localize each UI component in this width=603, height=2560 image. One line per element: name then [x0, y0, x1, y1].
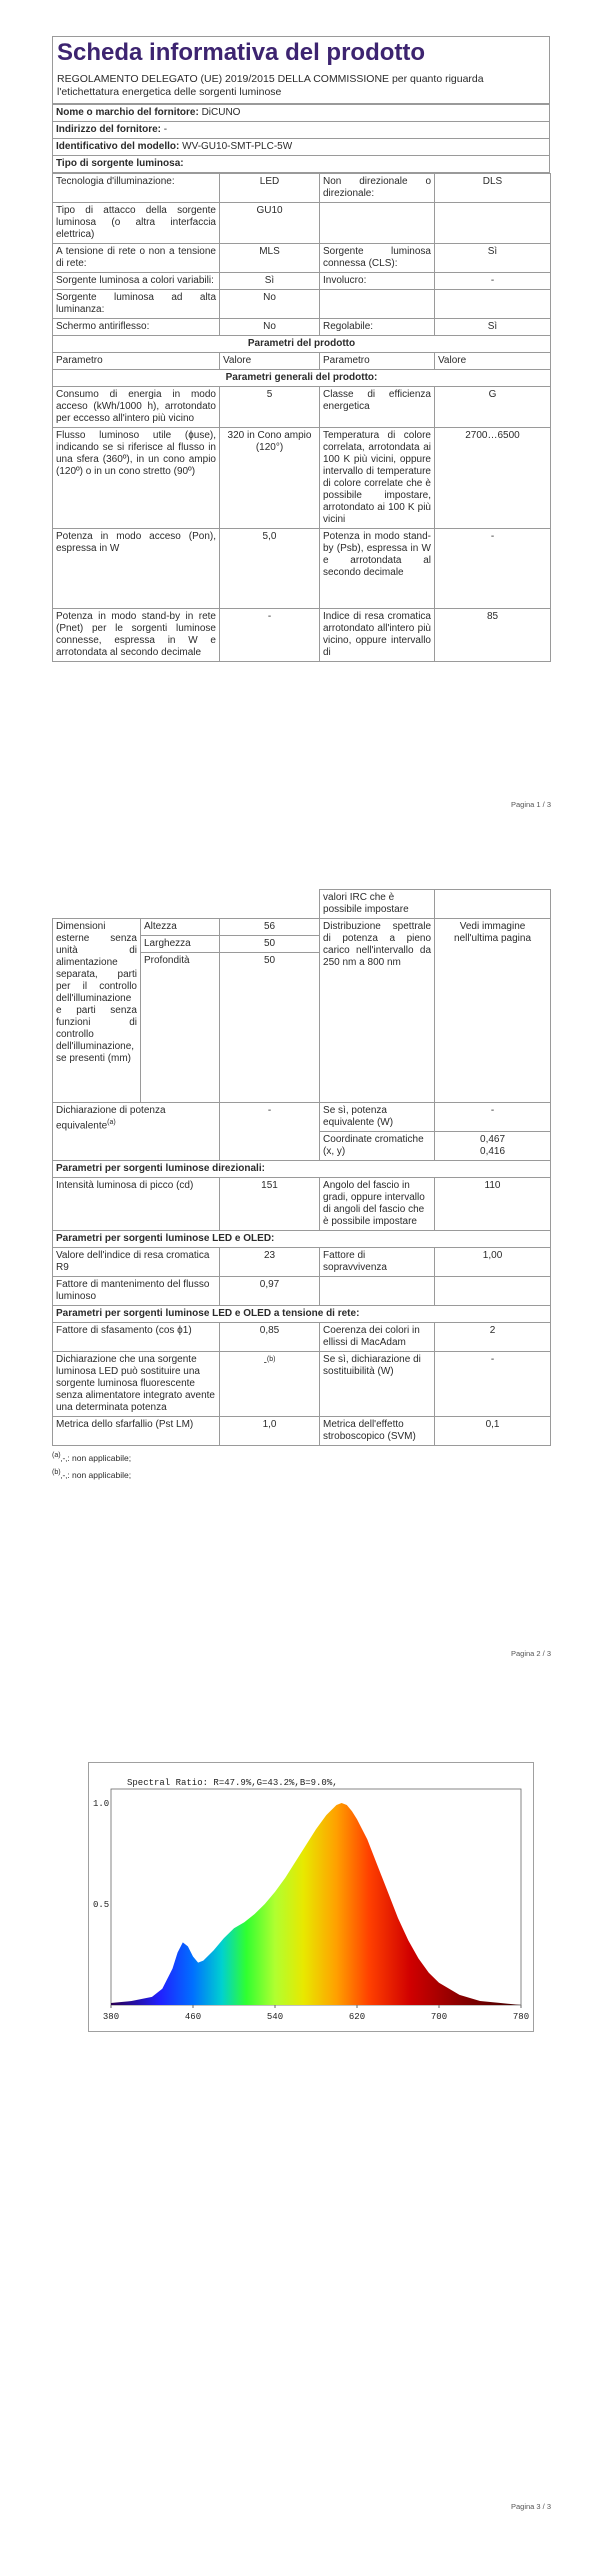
source_rows-param-label: Tipo di attacco della sorgente luminosa (o altra interfaccia elettrica): [53, 203, 220, 244]
page-1: [0, 0, 603, 853]
page-2-content: [52, 889, 550, 1482]
footnote-b: [52, 1465, 550, 1482]
col-header-value-1: Valore: [220, 353, 320, 370]
model-label: Identificativo del modello:: [56, 141, 180, 152]
supplier-row: [53, 105, 550, 122]
source_rows-param-value: GU10: [220, 203, 320, 244]
survival-label: Fattore di sopravvivenza: [320, 1248, 435, 1277]
x-tick-label: 540: [266, 2012, 284, 2022]
maintenance-label: Fattore di mantenimento del flusso luminoso: [53, 1277, 220, 1306]
source_rows-param-label: Non direzionale o direzionale:: [320, 174, 435, 203]
y-tick-label: 0.5: [93, 1900, 110, 1910]
dim-depth-label: Profondità: [141, 953, 220, 1103]
footnote-b-marker: (b): [266, 1356, 276, 1363]
source_rows-row: [53, 244, 551, 273]
footnote-a-mark: (a): [52, 1451, 61, 1459]
replace-w-value: -: [435, 1352, 551, 1417]
equivalent-w-label: Se sì, potenza equivalente (W): [320, 1103, 435, 1132]
page-number-1: Pagina 1 / 3: [510, 800, 551, 809]
x-tick-label: 380: [102, 2012, 120, 2022]
footnote-a-marker: (a): [107, 1119, 116, 1126]
source_rows-param-value: Sì: [435, 244, 551, 273]
model-row: [53, 139, 550, 156]
page-2: [0, 853, 603, 1706]
page-1-content: [52, 36, 550, 662]
general_rows_p1-param-label: Classe di efficienza energetica: [320, 387, 435, 428]
maintenance-value: 0,97: [220, 1277, 320, 1306]
chroma-label: Coordinate cromatiche (x, y): [320, 1132, 435, 1161]
source_rows-param-value: LED: [220, 174, 320, 203]
column-header-row: [53, 353, 551, 370]
replace-value-cell: [220, 1352, 320, 1417]
dimensions-label: Dimensioni esterne senza unità di alimentazione separata, parti per il controllo dell'illuminazione e parti senza funzioni di controllo dell'illuminazione, se presenti (mm): [53, 919, 141, 1103]
flicker-label: Metrica dello sfarfallio (Pst LM): [53, 1417, 220, 1446]
model-value: WV-GU10-SMT-PLC-5W: [182, 141, 293, 152]
page-number-2: Pagina 2 / 3: [510, 1649, 551, 1658]
params-heading: Parametri del prodotto: [53, 336, 551, 353]
supplier-value: DiCUNO: [201, 107, 241, 118]
survival-value: 1,00: [435, 1248, 551, 1277]
source_rows-param-value: [435, 290, 551, 319]
source_rows-param-label: Tecnologia d'illuminazione:: [53, 174, 220, 203]
r9-value: 23: [220, 1248, 320, 1277]
peak-intensity-value: 151: [220, 1178, 320, 1231]
general_rows_p1-row: [53, 428, 551, 529]
directional-heading: Parametri per sorgenti luminose direzionali:: [53, 1161, 551, 1178]
supplier-label: Nome o marchio del fornitore:: [56, 107, 199, 118]
source_rows-param-value: -: [435, 273, 551, 290]
peak-intensity-label: Intensità luminosa di picco (cd): [53, 1178, 220, 1231]
document-title: Scheda informativa del prodotto: [57, 39, 426, 66]
general_rows_p1-row: [53, 387, 551, 428]
dim-height-label: Altezza: [141, 919, 220, 936]
mains-heading: Parametri per sorgenti luminose LED e OLED a tensione di rete:: [53, 1306, 551, 1323]
led-heading: Parametri per sorgenti luminose LED e OLED:: [53, 1231, 551, 1248]
source_rows-param-label: Sorgente luminosa connessa (CLS):: [320, 244, 435, 273]
general_rows_p1-param-label: Potenza in modo stand-by in rete (Pnet) per le sorgenti luminose connesse, espressa in W e arrotondata al secondo decimale: [53, 609, 220, 662]
source_rows-param-label: Regolabile:: [320, 319, 435, 336]
strobo-value: 0,1: [435, 1417, 551, 1446]
source_rows-param-label: Schermo antiriflesso:: [53, 319, 220, 336]
source_rows-param-value: No: [220, 319, 320, 336]
spectral-value: Vedi immagine nell'ultima pagina: [435, 919, 551, 1103]
general-heading: Parametri generali del prodotto:: [53, 370, 551, 387]
flicker-value: 1,0: [220, 1417, 320, 1446]
dim-width-value: 50: [220, 936, 320, 953]
source-type-heading: Tipo di sorgente luminosa:: [53, 156, 550, 173]
regulation-subtitle: REGOLAMENTO DELEGATO (UE) 2019/2015 DELLA COMMISSIONE per quanto riguarda l'etichettatura energetica delle sorgenti luminose: [57, 73, 484, 98]
address-value: -: [163, 124, 168, 135]
strobo-label: Metrica dell'effetto stroboscopico (SVM): [320, 1417, 435, 1446]
params-table-continued: [52, 889, 551, 1446]
spectral-label: Distribuzione spettrale di potenza a pieno carico nell'intervallo da 250 nm a 800 nm: [320, 919, 435, 1103]
general_rows_p1-param-label: Potenza in modo acceso (Pon), espressa in W: [53, 529, 220, 609]
beam-angle-label: Angolo del fascio in gradi, oppure intervallo di angoli del fascio che è possibile impostare: [320, 1178, 435, 1231]
general_rows_p1-param-label: Potenza in modo stand-by (Psb), espressa in W e arrotondata al secondo decimale: [320, 529, 435, 609]
general_rows_p1-param-value: 2700…6500: [435, 428, 551, 529]
source_rows-param-value: No: [220, 290, 320, 319]
chroma-y: 0,416: [480, 1146, 506, 1157]
source_rows-row: [53, 273, 551, 290]
source_rows-param-label: Sorgente luminosa ad alta luminanza:: [53, 290, 220, 319]
general_rows_p1-param-value: 5: [220, 387, 320, 428]
equivalent-power-value: -: [220, 1103, 320, 1161]
replace-label: Dichiarazione che una sorgente luminosa LED può sostituire una sorgente luminosa fluorescente senza alimentatore integrato avente una determinata potenza: [53, 1352, 220, 1417]
spectrum-curve: [111, 1803, 521, 2005]
general_rows_p1-param-value: 5,0: [220, 529, 320, 609]
replace-w-label: Se sì, dichiarazione di sostituibilità (W): [320, 1352, 435, 1417]
macadam-label: Coerenza dei colori in ellissi di MacAdam: [320, 1323, 435, 1352]
page-number-3: Pagina 3 / 3: [510, 2502, 551, 2511]
footnote-b-text: ‚-‚: non applicabile;: [60, 1469, 132, 1480]
phase-value: 0,85: [220, 1323, 320, 1352]
source_rows-row: [53, 203, 551, 244]
footnote-b-mark: (b): [52, 1467, 61, 1476]
source_rows-param-value: Sì: [435, 319, 551, 336]
equivalent-power-label: [53, 1103, 220, 1161]
source_rows-row: [53, 319, 551, 336]
spectrum-svg: [89, 1763, 533, 2031]
source-table: [52, 173, 551, 662]
address-row: [53, 122, 550, 139]
general_rows_p1-param-value: -: [435, 529, 551, 609]
general_rows_p1-row: [53, 529, 551, 609]
chroma-x: 0,467: [480, 1134, 506, 1145]
footnote-a: [52, 1448, 550, 1465]
general_rows_p1-param-label: Temperatura di colore correlata, arrotondata ai 100 K più vicini, oppure intervallo di temperature di colore correlate che è possibile impostare, arrotondato ai 100 K più vicini: [320, 428, 435, 529]
source_rows-param-label: A tensione di rete o non a tensione di rete:: [53, 244, 220, 273]
general_rows_p1-param-label: Consumo di energia in modo acceso (kWh/1000 h), arrotondato per eccesso all'intero più vicino: [53, 387, 220, 428]
general_rows_p1-param-value: 85: [435, 609, 551, 662]
source_rows-param-label: [320, 203, 435, 244]
spectrum-area: [111, 1803, 521, 2005]
chroma-value: [435, 1132, 551, 1161]
dim-depth-value: 50: [220, 953, 320, 1103]
source_rows-param-value: Sì: [220, 273, 320, 290]
source_rows-param-label: Involucro:: [320, 273, 435, 290]
source_rows-param-value: [435, 203, 551, 244]
equivalent-w-value: -: [435, 1103, 551, 1132]
spectrum-chart: [88, 1762, 534, 2032]
col-header-value-2: Valore: [435, 353, 551, 370]
x-tick-label: 460: [184, 2012, 202, 2022]
source_rows-param-label: Sorgente luminosa a colori variabili:: [53, 273, 220, 290]
phase-label: Fattore di sfasamento (cos ϕ1): [53, 1323, 220, 1352]
col-header-param-2: Parametro: [320, 353, 435, 370]
source_rows-param-label: [320, 290, 435, 319]
source_rows-param-value: MLS: [220, 244, 320, 273]
general_rows_p1-param-value: 320 in Cono ampio (120°): [220, 428, 320, 529]
beam-angle-value: 110: [435, 1178, 551, 1231]
general_rows_p1-param-value: -: [220, 609, 320, 662]
general_rows_p1-param-label: Indice di resa cromatica arrotondato all'intero più vicino, oppure intervallo di: [320, 609, 435, 662]
footnote-a-text: ‚-‚: non applicabile;: [60, 1452, 132, 1463]
dim-height-value: 56: [220, 919, 320, 936]
equivalent-power-text: Dichiarazione di potenza equivalente: [56, 1105, 166, 1132]
x-tick-label: 700: [430, 2012, 448, 2022]
source_rows-row: [53, 174, 551, 203]
address-label: Indirizzo del fornitore:: [56, 124, 161, 135]
supplier-table: [52, 104, 550, 173]
source_rows-row: [53, 290, 551, 319]
y-tick-label: 1.0: [93, 1799, 110, 1809]
general_rows_p1-param-value: G: [435, 387, 551, 428]
col-header-param-1: Parametro: [53, 353, 220, 370]
general_rows_p1-param-label: Flusso luminoso utile (ɸuse), indicando se si riferisce al flusso in una sfera (360º), in un cono ampio (120º) o in un cono stretto (90º): [53, 428, 220, 529]
source_rows-param-value: DLS: [435, 174, 551, 203]
general_rows_p1-row: [53, 609, 551, 662]
macadam-value: 2: [435, 1323, 551, 1352]
cri-continued: valori IRC che è possibile impostare: [320, 890, 435, 919]
x-tick-label: 620: [348, 2012, 366, 2022]
r9-label: Valore dell'indice di resa cromatica R9: [53, 1248, 220, 1277]
replace-value: -: [263, 1357, 267, 1369]
x-tick-label: 780: [512, 2012, 530, 2022]
dim-width-label: Larghezza: [141, 936, 220, 953]
chart-title: Spectral Ratio: R=47.9%,G=43.2%,B=9.0%,: [127, 1778, 338, 1788]
